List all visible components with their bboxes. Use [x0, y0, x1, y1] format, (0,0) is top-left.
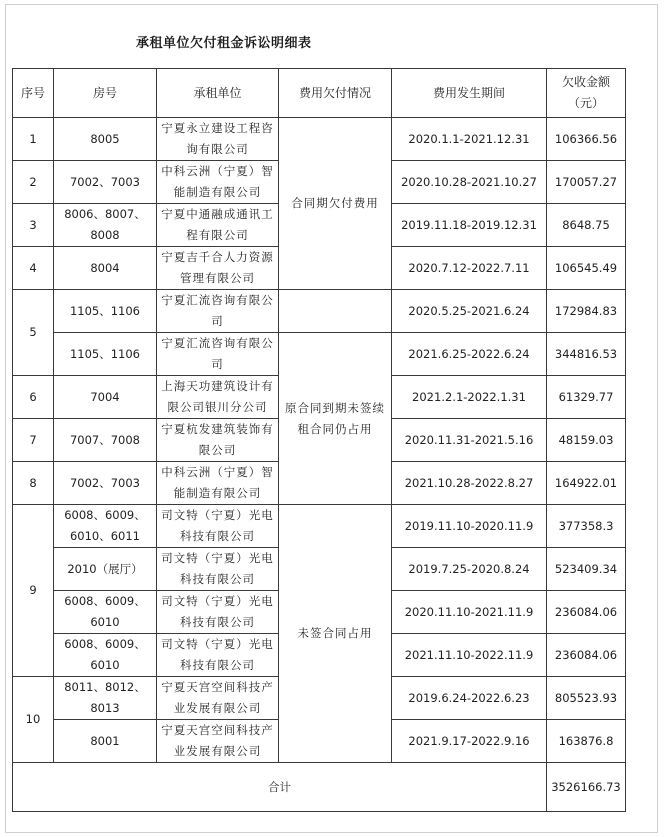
amount-cell: 106545.49 — [547, 247, 626, 290]
total-label: 合计 — [13, 763, 547, 812]
amount-cell: 164922.01 — [547, 462, 626, 505]
status-cell: 原合同到期未签续租合同仍占用 — [279, 333, 392, 505]
room-cell: 7007、7008 — [54, 419, 157, 462]
table-row — [13, 118, 626, 161]
table-row — [13, 290, 626, 333]
document-title: 承租单位欠付租金诉讼明细表 — [136, 36, 312, 51]
period-cell: 2020.10.28-2021.10.27 — [392, 161, 547, 204]
amount-cell: 48159.03 — [547, 419, 626, 462]
amount-cell: 523409.34 — [547, 548, 626, 591]
status-cell: 未签合同占用 — [279, 505, 392, 763]
seq-cell: 2 — [13, 161, 54, 204]
tenant-cell: 司文特（宁夏）光电科技有限公司 — [157, 591, 279, 634]
period-cell: 2021.11.10-2022.11.9 — [392, 634, 547, 677]
seq-cell: 4 — [13, 247, 54, 290]
period-cell: 2020.7.12-2022.7.11 — [392, 247, 547, 290]
tenant-cell: 中科云洲（宁夏）智能制造有限公司 — [157, 161, 279, 204]
seq-cell: 3 — [13, 204, 54, 247]
tenant-cell: 中科云洲（宁夏）智能制造有限公司 — [157, 462, 279, 505]
total-amount: 3526166.73 — [547, 763, 626, 812]
header-seq: 序号 — [13, 69, 54, 118]
header-row — [13, 69, 626, 118]
amount-cell: 170057.27 — [547, 161, 626, 204]
seq-cell: 8 — [13, 462, 54, 505]
period-cell: 2019.11.10-2020.11.9 — [392, 505, 547, 548]
seq-cell: 9 — [13, 505, 54, 677]
tenant-cell: 司文特（宁夏）光电科技有限公司 — [157, 548, 279, 591]
amount-cell: 61329.77 — [547, 376, 626, 419]
tenant-cell: 宁夏汇流咨询有限公司 — [157, 333, 279, 376]
room-cell: 8005 — [54, 118, 157, 161]
table-row — [13, 505, 626, 548]
amount-cell: 236084.06 — [547, 634, 626, 677]
header-status: 费用欠付情况 — [279, 69, 392, 118]
period-cell: 2021.6.25-2022.6.24 — [392, 333, 547, 376]
room-cell: 7002、7003 — [54, 462, 157, 505]
room-cell: 7002、7003 — [54, 161, 157, 204]
period-cell: 2021.2.1-2022.1.31 — [392, 376, 547, 419]
period-cell: 2020.5.25-2021.6.24 — [392, 290, 547, 333]
tenant-cell: 宁夏天宫空间科技产业发展有限公司 — [157, 677, 279, 720]
tenant-cell: 宁夏杭发建筑装饰有限公司 — [157, 419, 279, 462]
period-cell: 2020.11.31-2021.5.16 — [392, 419, 547, 462]
period-cell: 2019.7.25-2020.8.24 — [392, 548, 547, 591]
tenant-cell: 司文特（宁夏）光电科技有限公司 — [157, 505, 279, 548]
table-row — [13, 333, 626, 376]
period-cell: 2021.10.28-2022.8.27 — [392, 462, 547, 505]
period-cell: 2021.9.17-2022.9.16 — [392, 720, 547, 763]
header-tenant: 承租单位 — [157, 69, 279, 118]
seq-cell: 1 — [13, 118, 54, 161]
seq-cell: 5 — [13, 290, 54, 376]
room-cell: 6008、6009、6010 — [54, 634, 157, 677]
amount-cell: 236084.06 — [547, 591, 626, 634]
room-cell: 8004 — [54, 247, 157, 290]
room-cell: 8001 — [54, 720, 157, 763]
seq-cell: 7 — [13, 419, 54, 462]
period-cell: 2020.1.1-2021.12.31 — [392, 118, 547, 161]
header-amount: 欠收金额（元） — [547, 69, 626, 118]
tenant-cell: 宁夏永立建设工程咨询有限公司 — [157, 118, 279, 161]
amount-cell: 805523.93 — [547, 677, 626, 720]
tenant-cell: 宁夏汇流咨询有限公司 — [157, 290, 279, 333]
header-period: 费用发生期间 — [392, 69, 547, 118]
amount-cell: 106366.56 — [547, 118, 626, 161]
amount-cell: 377358.3 — [547, 505, 626, 548]
seq-cell: 10 — [13, 677, 54, 763]
header-room: 房号 — [54, 69, 157, 118]
tenant-cell: 司文特（宁夏）光电科技有限公司 — [157, 634, 279, 677]
amount-cell: 172984.83 — [547, 290, 626, 333]
room-cell: 7004 — [54, 376, 157, 419]
seq-cell: 6 — [13, 376, 54, 419]
amount-cell: 163876.8 — [547, 720, 626, 763]
room-cell: 2010（展厅） — [54, 548, 157, 591]
tenant-cell: 宁夏吉千合人力资源管理有限公司 — [157, 247, 279, 290]
status-cell-empty — [279, 290, 392, 333]
period-cell: 2019.6.24-2022.6.23 — [392, 677, 547, 720]
period-cell: 2019.11.18-2019.12.31 — [392, 204, 547, 247]
period-cell: 2020.11.10-2021.11.9 — [392, 591, 547, 634]
amount-cell: 344816.53 — [547, 333, 626, 376]
status-cell: 合同期欠付费用 — [279, 118, 392, 290]
tenant-cell: 宁夏中通融成通讯工程有限公司 — [157, 204, 279, 247]
arrears-table — [12, 68, 626, 812]
tenant-cell: 宁夏天宫空间科技产业发展有限公司 — [157, 720, 279, 763]
room-cell: 8011、8012、8013 — [54, 677, 157, 720]
room-cell: 6008、6009、6010 — [54, 591, 157, 634]
room-cell: 6008、6009、6010、6011 — [54, 505, 157, 548]
room-cell: 1105、1106 — [54, 290, 157, 333]
total-row — [13, 763, 626, 812]
room-cell: 1105、1106 — [54, 333, 157, 376]
tenant-cell: 上海天功建筑设计有限公司银川分公司 — [157, 376, 279, 419]
amount-cell: 8648.75 — [547, 204, 626, 247]
room-cell: 8006、8007、8008 — [54, 204, 157, 247]
